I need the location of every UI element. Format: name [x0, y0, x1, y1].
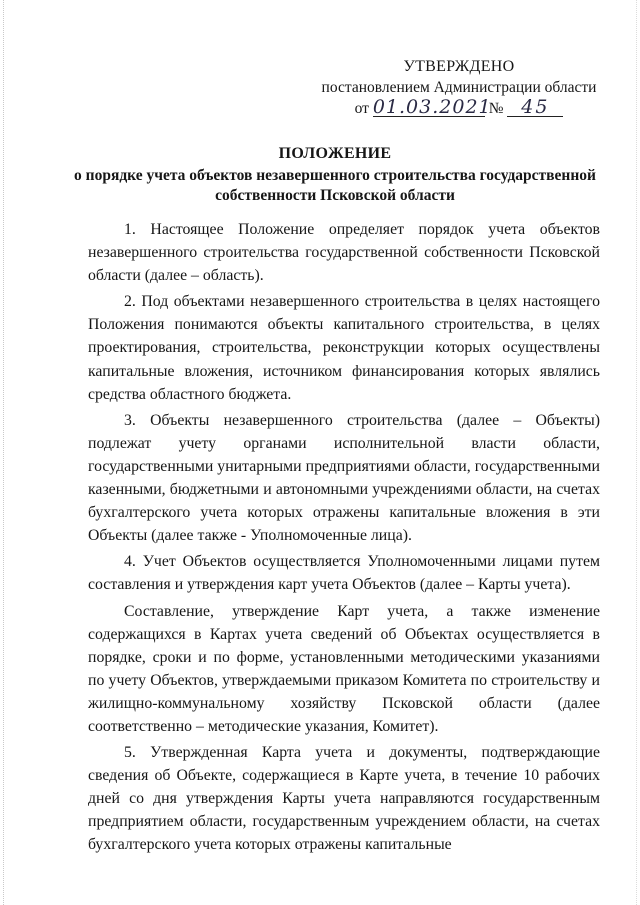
paragraph-1: 1. Настоящее Положение определяет порядок учета объектов незавершенного строительства государственной собственности Псковской области (далее – область). — [88, 221, 600, 285]
paragraph-2: 2. Под объектами незавершенного строительства в целях настоящего Положения понимаются объекты капитального строительства, в целях проектирования, строительства, реконструкции которых осуществлены капитальные вложения, источником финансирования которых являлись средства областного бюджета. — [88, 293, 600, 403]
approval-issuer: постановлением Администрации области — [321, 79, 597, 96]
approval-number-label: № — [488, 100, 504, 117]
approval-date-number-line — [318, 98, 600, 119]
document-body — [88, 218, 600, 860]
document-title: ПОЛОЖЕНИЕ — [278, 145, 392, 162]
approval-handwritten-number: 45 — [507, 98, 563, 117]
approval-stamp-block — [318, 56, 600, 119]
approval-title: УТВЕРЖДЕНО — [403, 58, 515, 75]
paragraph-4-continued: Составление, утверждение Карт учета, а также изменение содержащихся в Картах учета сведений об Объектах осуществляется в порядке, сроки и по форме, установленными методическими указаниями по учету Объектов, утверждаемыми приказом Комитета по строительству и жилищно-коммунальному хозяйству Псковской области (далее соответственно – методические указания, Комитет). — [88, 602, 600, 735]
approval-from-label: от — [354, 100, 369, 117]
paragraph-4: 4. Учет Объектов осуществляется Уполномоченными лицами путем составления и утверждения карт учета Объектов (далее – Карты учета). — [88, 553, 600, 594]
paragraph-3: 3. Объекты незавершенного строительства (далее – Объекты) подлежат учету органами исполнительной власти области, государственными унитарными предприятиями области, государственными казенными, бюджетными и автономными учреждениями области, на счетах бухгалтерского учета которых отражены капитальные вложения в эти Объекты (далее также - Уполномоченные лица). — [88, 411, 600, 545]
approval-handwritten-date: 01.03.2021 — [372, 96, 492, 118]
document-heading — [70, 144, 600, 206]
document-subtitle: о порядке учета объектов незавершенного строительства государственной собственности Псковской области — [74, 167, 596, 204]
scan-edge-right — [635, 0, 637, 905]
scan-edge-left — [3, 0, 5, 905]
paragraph-5: 5. Утвержденная Карта учета и документы, подтверждающие сведения об Объекте, содержащиеся в Карте учета, в течение 10 рабочих дней со дня утверждения Карты учета направляются государственным предприятием области, государственным учреждением области, на счетах бухгалтерского учета которых отражены капитальные — [88, 744, 600, 854]
